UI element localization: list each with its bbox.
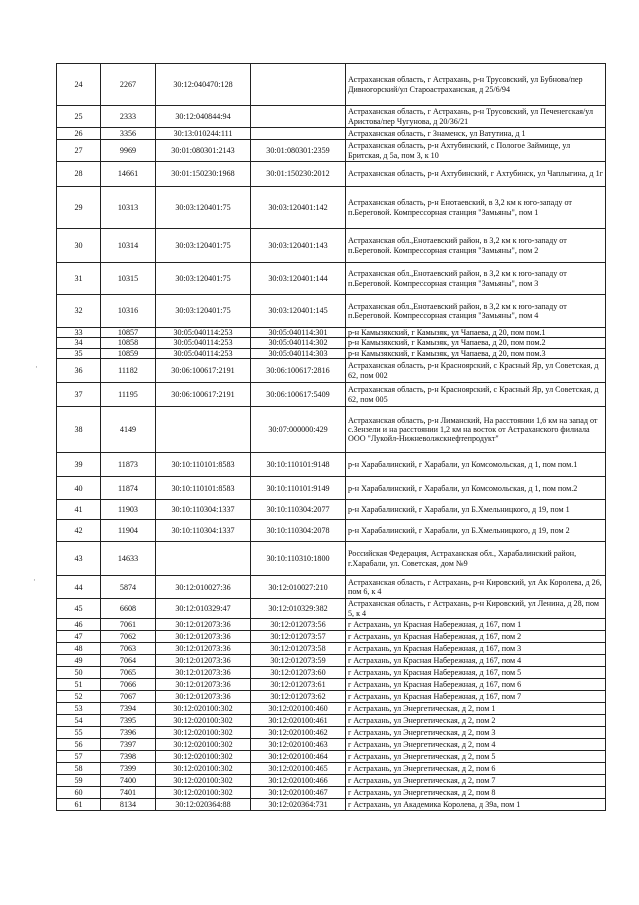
premises-cadastral-number-cell: 30:03:120401:144 <box>251 263 346 295</box>
object-id-cell: 7396 <box>101 727 156 739</box>
cadastral-number-cell: 30:12:010027:36 <box>156 576 251 599</box>
table-row <box>57 667 606 679</box>
object-id-cell: 11873 <box>101 453 156 477</box>
row-number-cell: 60 <box>57 787 101 799</box>
cadastral-number-cell: 30:06:100617:2191 <box>156 383 251 407</box>
address-cell: г Астрахань, ул Красная Набережная, д 167, пом 6 <box>346 679 606 691</box>
cadastral-number-cell: 30:12:012073:36 <box>156 667 251 679</box>
cadastral-number-cell: 30:12:020100:302 <box>156 751 251 763</box>
address-cell: р-н Камызякский, г Камызяк, ул Чапаева, д 20, пом пом.2 <box>346 338 606 348</box>
property-table <box>56 63 606 811</box>
row-number-cell: 31 <box>57 263 101 295</box>
table-row <box>57 407 606 453</box>
address-cell: р-н Харабалинский, г Харабали, ул Б.Хмельницкого, д 19, пом 2 <box>346 520 606 542</box>
cadastral-number-cell: 30:12:020100:302 <box>156 787 251 799</box>
row-number-cell: 40 <box>57 477 101 500</box>
object-id-cell: 7400 <box>101 775 156 787</box>
cadastral-number-cell: 30:12:012073:36 <box>156 691 251 703</box>
cadastral-number-cell: 30:12:020100:302 <box>156 715 251 727</box>
cadastral-number-cell: 30:12:012073:36 <box>156 631 251 643</box>
cadastral-number-cell: 30:12:012073:36 <box>156 643 251 655</box>
address-cell: Астраханская область, р-н Енотаевский, в 3,2 км к юго-западу от п.Береговой. Компрессорная станция "Замьяны", пом 1 <box>346 187 606 229</box>
table-row <box>57 187 606 229</box>
object-id-cell: 7062 <box>101 631 156 643</box>
object-id-cell: 4149 <box>101 407 156 453</box>
premises-cadastral-number-cell: 30:01:150230:2012 <box>251 162 346 187</box>
cadastral-number-cell: 30:03:120401:75 <box>156 187 251 229</box>
cadastral-number-cell: 30:12:020100:302 <box>156 703 251 715</box>
table-row <box>57 763 606 775</box>
cadastral-number-cell: 30:12:020100:302 <box>156 739 251 751</box>
object-id-cell: 11182 <box>101 359 156 383</box>
address-cell: р-н Камызякский, г Камызяк, ул Чапаева, д 20, пом пом.1 <box>346 328 606 338</box>
address-cell: г Астрахань, ул Красная Набережная, д 167, пом 5 <box>346 667 606 679</box>
cadastral-number-cell: 30:10:110101:8583 <box>156 453 251 477</box>
object-id-cell: 2267 <box>101 64 156 106</box>
row-number-cell: 42 <box>57 520 101 542</box>
cadastral-number-cell: 30:12:020100:302 <box>156 775 251 787</box>
row-number-cell: 25 <box>57 106 101 128</box>
row-number-cell: 34 <box>57 338 101 348</box>
row-number-cell: 59 <box>57 775 101 787</box>
cadastral-number-cell: 30:10:110304:1337 <box>156 500 251 520</box>
table-row <box>57 751 606 763</box>
cadastral-number-cell: 30:12:020364:88 <box>156 799 251 811</box>
object-id-cell: 11195 <box>101 383 156 407</box>
object-id-cell: 7061 <box>101 619 156 631</box>
premises-cadastral-number-cell: 30:12:012073:56 <box>251 619 346 631</box>
address-cell: г Астрахань, ул Красная Набережная, д 167, пом 1 <box>346 619 606 631</box>
premises-cadastral-number-cell: 30:10:110310:1800 <box>251 542 346 576</box>
cadastral-number-cell: 30:06:100617:2191 <box>156 359 251 383</box>
premises-cadastral-number-cell: 30:03:120401:145 <box>251 295 346 328</box>
premises-cadastral-number-cell: 30:10:110304:2077 <box>251 500 346 520</box>
object-id-cell: 11874 <box>101 477 156 500</box>
cadastral-number-cell: 30:10:110101:8583 <box>156 477 251 500</box>
address-cell: Астраханская область, р-н Красноярский, с Красный Яр, ул Советская, д 62, пом 005 <box>346 383 606 407</box>
premises-cadastral-number-cell: 30:12:012073:62 <box>251 691 346 703</box>
cadastral-number-cell: 30:13:010244:111 <box>156 128 251 140</box>
row-number-cell: 39 <box>57 453 101 477</box>
premises-cadastral-number-cell <box>251 128 346 140</box>
address-cell: г Астрахань, ул Энергетическая, д 2, пом 6 <box>346 763 606 775</box>
table-row <box>57 106 606 128</box>
cadastral-number-cell: 30:12:012073:36 <box>156 655 251 667</box>
table-row <box>57 128 606 140</box>
premises-cadastral-number-cell: 30:12:020100:460 <box>251 703 346 715</box>
cadastral-number-cell: 30:12:020100:302 <box>156 727 251 739</box>
table-row <box>57 727 606 739</box>
cadastral-number-cell: 30:03:120401:75 <box>156 229 251 263</box>
cadastral-number-cell: 30:01:150230:1968 <box>156 162 251 187</box>
object-id-cell: 2333 <box>101 106 156 128</box>
cadastral-number-cell <box>156 407 251 453</box>
table-row <box>57 542 606 576</box>
table-row <box>57 679 606 691</box>
premises-cadastral-number-cell: 30:12:012073:60 <box>251 667 346 679</box>
address-cell: г Астрахань, ул Энергетическая, д 2, пом 4 <box>346 739 606 751</box>
address-cell: Астраханская обл.,Енотаевский район, в 3,2 км к юго-западу от п.Береговой. Компрессорная станция "Замьяны", пом 4 <box>346 295 606 328</box>
row-number-cell: 43 <box>57 542 101 576</box>
table-row <box>57 739 606 751</box>
address-cell: Российская Федерация, Астраханская обл., Харабалинский район, г.Харабали, ул. Советская, дом №9 <box>346 542 606 576</box>
table-row <box>57 691 606 703</box>
row-number-cell: 44 <box>57 576 101 599</box>
address-cell: г Астрахань, ул Красная Набережная, д 167, пом 4 <box>346 655 606 667</box>
address-cell: Астраханская область, г Астрахань, р-н Трусовский, ул Печенегская/ул Аристова/пер Чугунова, д 20/36/21 <box>346 106 606 128</box>
table-row <box>57 328 606 338</box>
premises-cadastral-number-cell: 30:12:020100:461 <box>251 715 346 727</box>
row-number-cell: 30 <box>57 229 101 263</box>
cadastral-number-cell: 30:12:040470:128 <box>156 64 251 106</box>
premises-cadastral-number-cell: 30:12:020100:467 <box>251 787 346 799</box>
address-cell: г Астрахань, ул Красная Набережная, д 167, пом 7 <box>346 691 606 703</box>
row-number-cell: 32 <box>57 295 101 328</box>
premises-cadastral-number-cell: 30:05:040114:302 <box>251 338 346 348</box>
cadastral-number-cell: 30:03:120401:75 <box>156 295 251 328</box>
object-id-cell: 7064 <box>101 655 156 667</box>
table-row <box>57 775 606 787</box>
object-id-cell: 9969 <box>101 140 156 162</box>
premises-cadastral-number-cell: 30:12:012073:58 <box>251 643 346 655</box>
table-row <box>57 787 606 799</box>
cadastral-number-cell: 30:12:020100:302 <box>156 763 251 775</box>
premises-cadastral-number-cell: 30:12:012073:59 <box>251 655 346 667</box>
object-id-cell: 10859 <box>101 348 156 358</box>
premises-cadastral-number-cell: 30:05:040114:301 <box>251 328 346 338</box>
row-number-cell: 61 <box>57 799 101 811</box>
table-row <box>57 383 606 407</box>
premises-cadastral-number-cell: 30:12:020100:466 <box>251 775 346 787</box>
row-number-cell: 47 <box>57 631 101 643</box>
row-number-cell: 51 <box>57 679 101 691</box>
cadastral-number-cell: 30:05:040114:253 <box>156 348 251 358</box>
cadastral-number-cell <box>156 542 251 576</box>
premises-cadastral-number-cell: 30:12:020364:731 <box>251 799 346 811</box>
cadastral-number-cell: 30:03:120401:75 <box>156 263 251 295</box>
cadastral-number-cell: 30:05:040114:253 <box>156 328 251 338</box>
premises-cadastral-number-cell: 30:03:120401:142 <box>251 187 346 229</box>
object-id-cell: 7401 <box>101 787 156 799</box>
cadastral-number-cell: 30:12:012073:36 <box>156 619 251 631</box>
object-id-cell: 11903 <box>101 500 156 520</box>
premises-cadastral-number-cell: 30:03:120401:143 <box>251 229 346 263</box>
row-number-cell: 55 <box>57 727 101 739</box>
cadastral-number-cell: 30:12:010329:47 <box>156 599 251 619</box>
premises-cadastral-number-cell: 30:12:012073:61 <box>251 679 346 691</box>
premises-cadastral-number-cell: 30:06:100617:5409 <box>251 383 346 407</box>
row-number-cell: 29 <box>57 187 101 229</box>
premises-cadastral-number-cell: 30:01:080301:2359 <box>251 140 346 162</box>
table-row <box>57 295 606 328</box>
address-cell: г Астрахань, ул Энергетическая, д 2, пом 2 <box>346 715 606 727</box>
object-id-cell: 10315 <box>101 263 156 295</box>
row-number-cell: 45 <box>57 599 101 619</box>
address-cell: г Астрахань, ул Энергетическая, д 2, пом 1 <box>346 703 606 715</box>
object-id-cell: 3356 <box>101 128 156 140</box>
table-row <box>57 359 606 383</box>
row-number-cell: 57 <box>57 751 101 763</box>
row-number-cell: 52 <box>57 691 101 703</box>
table-row <box>57 338 606 348</box>
address-cell: г Астрахань, ул Энергетическая, д 2, пом 5 <box>346 751 606 763</box>
object-id-cell: 7399 <box>101 763 156 775</box>
premises-cadastral-number-cell: 30:07:000000:429 <box>251 407 346 453</box>
premises-cadastral-number-cell: 30:12:012073:57 <box>251 631 346 643</box>
address-cell: Астраханская область, г Астрахань, р-н Трусовский, ул Бубнова/пер Дивногорский/ул Староастраханская, д 25/6/94 <box>346 64 606 106</box>
address-cell: г Астрахань, ул Энергетическая, д 2, пом 8 <box>346 787 606 799</box>
address-cell: г Астрахань, ул Энергетическая, д 2, пом 3 <box>346 727 606 739</box>
premises-cadastral-number-cell: 30:12:020100:462 <box>251 727 346 739</box>
object-id-cell: 7065 <box>101 667 156 679</box>
premises-cadastral-number-cell: 30:10:110101:9149 <box>251 477 346 500</box>
premises-cadastral-number-cell: 30:12:010329:382 <box>251 599 346 619</box>
object-id-cell: 7395 <box>101 715 156 727</box>
object-id-cell: 7397 <box>101 739 156 751</box>
object-id-cell: 6608 <box>101 599 156 619</box>
address-cell: г Астрахань, ул Академика Королева, д 39а, пом 1 <box>346 799 606 811</box>
object-id-cell: 5874 <box>101 576 156 599</box>
address-cell: Астраханская область, р-н Ахтубинский, г Ахтубинск, ул Чаплыгина, д 1г <box>346 162 606 187</box>
object-id-cell: 10316 <box>101 295 156 328</box>
row-number-cell: 28 <box>57 162 101 187</box>
table-row <box>57 655 606 667</box>
object-id-cell: 7394 <box>101 703 156 715</box>
object-id-cell: 8134 <box>101 799 156 811</box>
cadastral-number-cell: 30:05:040114:253 <box>156 338 251 348</box>
table-row <box>57 453 606 477</box>
cadastral-number-cell: 30:01:080301:2143 <box>156 140 251 162</box>
table-row <box>57 619 606 631</box>
address-cell: Астраханская область, г Астрахань, р-н Кировский, ул Ак Королева, д 26, пом 6, к 4 <box>346 576 606 599</box>
premises-cadastral-number-cell: 30:12:020100:465 <box>251 763 346 775</box>
premises-cadastral-number-cell: 30:10:110101:9148 <box>251 453 346 477</box>
address-cell: Астраханская обл.,Енотаевский район, в 3,2 км к юго-западу от п.Береговой. Компрессорная станция "Замьяны", пом 3 <box>346 263 606 295</box>
row-number-cell: 49 <box>57 655 101 667</box>
object-id-cell: 10314 <box>101 229 156 263</box>
cadastral-number-cell: 30:12:012073:36 <box>156 679 251 691</box>
table-row <box>57 576 606 599</box>
table-row <box>57 643 606 655</box>
address-cell: г Астрахань, ул Красная Набережная, д 167, пом 2 <box>346 631 606 643</box>
row-number-cell: 53 <box>57 703 101 715</box>
row-number-cell: 46 <box>57 619 101 631</box>
row-number-cell: 56 <box>57 739 101 751</box>
premises-cadastral-number-cell <box>251 106 346 128</box>
object-id-cell: 7066 <box>101 679 156 691</box>
row-number-cell: 54 <box>57 715 101 727</box>
premises-cadastral-number-cell: 30:06:100617:2816 <box>251 359 346 383</box>
premises-cadastral-number-cell: 30:12:020100:463 <box>251 739 346 751</box>
address-cell: р-н Харабалинский, г Харабали, ул Комсомольская, д 1, пом пом.2 <box>346 477 606 500</box>
binding-mark: ‧ <box>35 363 38 373</box>
row-number-cell: 36 <box>57 359 101 383</box>
table-row <box>57 348 606 358</box>
table-row <box>57 631 606 643</box>
address-cell: Астраханская область, г Знаменск, ул Ватутина, д 1 <box>346 128 606 140</box>
row-number-cell: 27 <box>57 140 101 162</box>
row-number-cell: 58 <box>57 763 101 775</box>
row-number-cell: 35 <box>57 348 101 358</box>
table-row <box>57 599 606 619</box>
table-row <box>57 703 606 715</box>
table-row <box>57 799 606 811</box>
address-cell: Астраханская область, р-н Красноярский, с Красный Яр, ул Советская, д 62, пом 002 <box>346 359 606 383</box>
binding-mark: ‧ <box>33 576 36 586</box>
premises-cadastral-number-cell: 30:05:040114:303 <box>251 348 346 358</box>
table-body <box>57 64 606 811</box>
table-row <box>57 64 606 106</box>
cadastral-number-cell: 30:10:110304:1337 <box>156 520 251 542</box>
row-number-cell: 41 <box>57 500 101 520</box>
object-id-cell: 10857 <box>101 328 156 338</box>
object-id-cell: 14633 <box>101 542 156 576</box>
address-cell: Астраханская область, р-н Ахтубинский, с Пологое Займище, ул Бритская, д 5а, пом 3, к 10 <box>346 140 606 162</box>
table-row <box>57 715 606 727</box>
address-cell: Астраханская обл.,Енотаевский район, в 3,2 км к юго-западу от п.Береговой. Компрессорная станция "Замьяны", пом 2 <box>346 229 606 263</box>
row-number-cell: 50 <box>57 667 101 679</box>
table-row <box>57 500 606 520</box>
object-id-cell: 7067 <box>101 691 156 703</box>
table-row <box>57 477 606 500</box>
address-cell: Астраханская область, г Астрахань, р-н Кировский, ул Ленина, д 28, пом 5, к 4 <box>346 599 606 619</box>
row-number-cell: 38 <box>57 407 101 453</box>
table-row <box>57 162 606 187</box>
cadastral-number-cell: 30:12:040844:94 <box>156 106 251 128</box>
table-row <box>57 229 606 263</box>
table-row <box>57 263 606 295</box>
row-number-cell: 33 <box>57 328 101 338</box>
premises-cadastral-number-cell: 30:12:010027:210 <box>251 576 346 599</box>
object-id-cell: 14661 <box>101 162 156 187</box>
address-cell: р-н Харабалинский, г Харабали, ул Комсомольская, д 1, пом пом.1 <box>346 453 606 477</box>
object-id-cell: 10313 <box>101 187 156 229</box>
object-id-cell: 7398 <box>101 751 156 763</box>
row-number-cell: 24 <box>57 64 101 106</box>
address-cell: р-н Харабалинский, г Харабали, ул Б.Хмельницкого, д 19, пом 1 <box>346 500 606 520</box>
table-row <box>57 140 606 162</box>
object-id-cell: 7063 <box>101 643 156 655</box>
premises-cadastral-number-cell: 30:12:020100:464 <box>251 751 346 763</box>
premises-cadastral-number-cell: 30:10:110304:2078 <box>251 520 346 542</box>
document-page <box>56 63 605 811</box>
row-number-cell: 26 <box>57 128 101 140</box>
premises-cadastral-number-cell <box>251 64 346 106</box>
table-row <box>57 520 606 542</box>
address-cell: Астраханская область, р-н Лиманский, На расстоянии 1,6 км на запад от с.Зензели и на расстоянии 1,2 км на восток от Астраханского филиала ООО "Лукойл-Нижневолжскнефтепродукт" <box>346 407 606 453</box>
address-cell: р-н Камызякский, г Камызяк, ул Чапаева, д 20, пом пом.3 <box>346 348 606 358</box>
address-cell: г Астрахань, ул Энергетическая, д 2, пом 7 <box>346 775 606 787</box>
address-cell: г Астрахань, ул Красная Набережная, д 167, пом 3 <box>346 643 606 655</box>
object-id-cell: 11904 <box>101 520 156 542</box>
row-number-cell: 37 <box>57 383 101 407</box>
row-number-cell: 48 <box>57 643 101 655</box>
object-id-cell: 10858 <box>101 338 156 348</box>
